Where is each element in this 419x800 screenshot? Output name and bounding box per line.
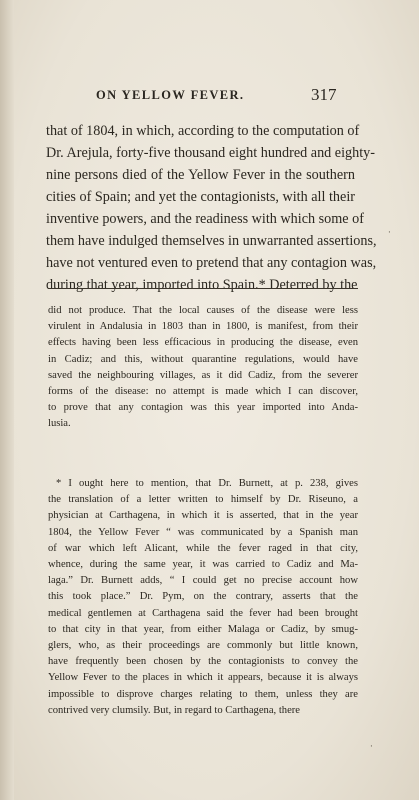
body-line: inventive powers, and the readiness with which some of (46, 211, 364, 227)
footnote-line: physician at Carthagena, in which it is asserted, that in the year (48, 510, 358, 522)
footnote-line: 1804, the Yellow Fever “ was communicated by a Spanish man (48, 526, 358, 538)
page-number: 317 (311, 85, 337, 104)
footnote-line: have frequently been chosen by the contagionists to convey the (48, 656, 358, 668)
footnote (48, 476, 358, 719)
footnote-line: of war which left Alicant, while the fever raged in that city, (48, 542, 358, 554)
footnote-line: glers, who, as their proceedings are commonly but little known, (48, 640, 358, 652)
footnote-line: medical gentlemen at Carthagena said the fever had been brought (48, 607, 358, 619)
note-line: did not produce. That the local causes of the disease were less (48, 305, 358, 316)
footnote-line: contrived very clumsily. But, in regard to Carthagena, there (48, 704, 301, 716)
footnote-line: impossible to disprove charges relating to them, unless they are (48, 688, 358, 700)
paper-blemish: · (388, 228, 391, 238)
body-line: cities of Spain; and yet the contagionists, with all their (46, 189, 355, 205)
running-title: ON YELLOW FEVER. (96, 88, 245, 102)
note-line: in Cadiz; and this, without quarantine regulations, would have (48, 353, 358, 365)
note-line: forms of the disease: no attempt is made which I can discover, (48, 386, 358, 398)
footnote-line: laga.” Dr. Burnett adds, “ I could get no precise account how (48, 575, 358, 587)
footnote-line: this took place.” Dr. Pym, on the contrary, asserts that the (48, 591, 358, 603)
footnote-line: * I ought here to mention, that Dr. Burnett, at p. 238, gives (56, 478, 358, 489)
body-line: during that year, imported into Spain.* Deterred by the (46, 277, 358, 293)
footnote-line: to that city in that year, from either Malaga or Cadiz, by smug- (48, 623, 358, 635)
note-line: lusia. (48, 418, 71, 430)
body-line: have not ventured even to pretend that any contagion was, (46, 255, 377, 271)
running-head (0, 85, 419, 108)
footnote-line: the translation of a letter written to himself by Dr. Riseuno, a (48, 494, 358, 506)
note-line: virulent in Andalusia in 1803 than in 1800, is manifest, from their (48, 321, 358, 333)
footnote-continuation (48, 303, 358, 433)
note-line: effects having been less efficacious in producing the disease, even (48, 337, 358, 349)
footnote-rule (48, 288, 358, 289)
page-gutter (0, 0, 14, 800)
body-line: them have indulged themselves in unwarranted assertions, (46, 233, 377, 249)
body-line: nine persons died of the Yellow Fever in the southern (46, 167, 355, 183)
note-line: to prove that any contagion was this year imported into Anda- (48, 402, 358, 414)
body-text (46, 120, 377, 296)
body-line: Dr. Arejula, forty-five thousand eight hundred and eighty- (46, 145, 375, 161)
footnote-line: whence, during the same year, it was carried to Cadiz and Ma- (48, 559, 358, 571)
paper-blemish: · (370, 742, 373, 752)
body-line: that of 1804, in which, according to the computation of (46, 123, 360, 139)
note-line: saved the neighbouring villages, as it did Cadiz, from the severer (48, 369, 358, 381)
footnote-line: Yellow Fever to the places in which it appears, because it is always (48, 672, 358, 684)
